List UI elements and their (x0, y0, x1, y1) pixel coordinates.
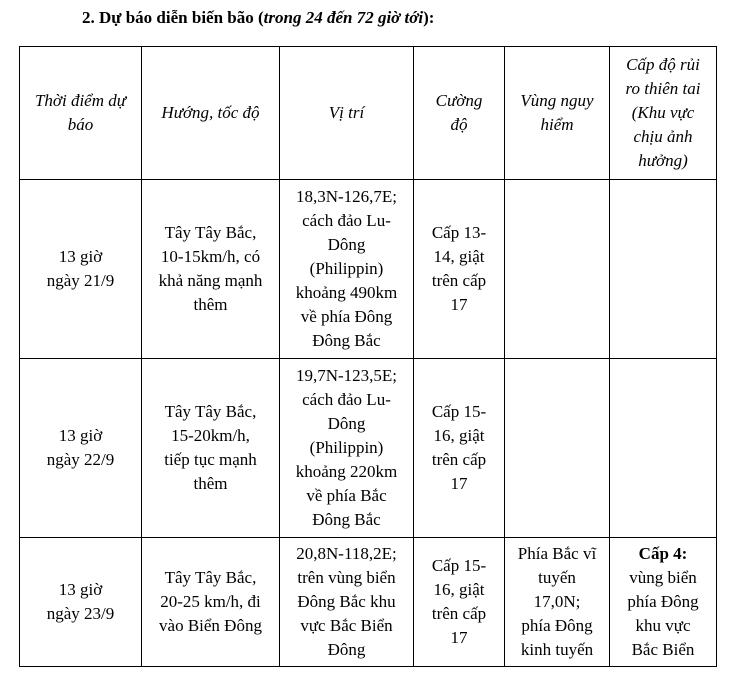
cell-intensity-line: 17 (450, 628, 468, 647)
cell-direction-speed-line: 15-20km/h, (171, 426, 250, 445)
cell-risk-level-line: khu vực (635, 616, 691, 635)
cell-intensity-line: 16, giật (433, 426, 485, 445)
cell-position-line: về phía Bắc (306, 486, 387, 505)
cell-position-line: 18,3N-126,7E; (295, 187, 398, 206)
header-danger-zone-line: Vùng nguy (520, 91, 594, 110)
cell-direction-speed (142, 180, 280, 359)
cell-time (20, 180, 142, 359)
header-time-line: báo (67, 115, 94, 134)
risk-level-label: Cấp 4: (638, 544, 688, 563)
cell-danger-zone-line: Phía Bắc vĩ (517, 544, 597, 563)
cell-time (20, 359, 142, 538)
cell-position-line: (Philippin) (309, 259, 384, 278)
header-risk-level-line: Cấp độ rủi (626, 55, 700, 74)
cell-intensity-line: Cấp 13- (431, 223, 487, 242)
cell-intensity-line: trên cấp (431, 271, 487, 290)
cell-position-line: trên vùng biển (297, 568, 396, 587)
cell-danger-zone (505, 538, 610, 667)
cell-direction-speed (142, 538, 280, 667)
cell-position (280, 359, 414, 538)
cell-time-line: ngày 21/9 (46, 271, 115, 290)
cell-direction-speed-line: Tây Tây Bắc, (164, 402, 257, 421)
cell-risk-level (610, 538, 717, 667)
cell-risk-level (610, 180, 717, 359)
header-time-line: Thời điểm dự (34, 91, 127, 110)
storm-forecast-table (19, 46, 717, 667)
cell-position (280, 538, 414, 667)
cell-intensity (414, 538, 505, 667)
cell-direction-speed-line: khả năng mạnh (158, 271, 263, 290)
cell-position-line: cách đảo Lu- (302, 211, 391, 230)
cell-intensity-line: Cấp 15- (431, 402, 487, 421)
cell-intensity-line: Cấp 15- (431, 556, 487, 575)
cell-risk-level (610, 359, 717, 538)
header-danger-zone-line: hiểm (540, 115, 574, 134)
cell-position-line: Đông Bắc khu (297, 592, 396, 611)
cell-danger-zone-line: kinh tuyến (520, 640, 594, 659)
header-intensity (414, 47, 505, 180)
header-time (20, 47, 142, 180)
cell-intensity-line: trên cấp (431, 604, 487, 623)
cell-danger-zone (505, 180, 610, 359)
heading-italic: trong 24 đến 72 giờ tới (263, 8, 424, 27)
cell-position-line: vực Bắc Biển (300, 616, 393, 635)
cell-position-line: cách đảo Lu- (302, 390, 391, 409)
cell-intensity (414, 180, 505, 359)
cell-position-line: (Philippin) (309, 438, 384, 457)
cell-time (20, 538, 142, 667)
cell-direction-speed-line: 10-15km/h, có (160, 247, 261, 266)
cell-position-line: khoảng 490km (295, 283, 398, 302)
header-risk-level-line: chịu ảnh (633, 127, 693, 146)
cell-direction-speed (142, 359, 280, 538)
cell-position-line: Đông (327, 640, 366, 659)
header-risk-level (610, 47, 717, 180)
cell-position-line: Đông Bắc (312, 331, 381, 350)
header-position-line: Vị trí (328, 103, 365, 122)
cell-time-line: ngày 22/9 (46, 450, 115, 469)
cell-position-line: Dông (327, 414, 366, 433)
cell-direction-speed-line: thêm (193, 474, 228, 493)
cell-direction-speed-line: 20-25 km/h, đi (160, 592, 261, 611)
section-heading (82, 8, 434, 28)
table-body (20, 180, 717, 667)
cell-intensity-line: 17 (450, 295, 468, 314)
cell-position-line: về phía Đông (300, 307, 393, 326)
cell-direction-speed-line: tiếp tục mạnh (164, 450, 257, 469)
header-risk-level-line: ro thiên tai (625, 79, 701, 98)
header-intensity-line: Cường (435, 91, 483, 110)
header-intensity-line: độ (450, 115, 468, 134)
header-direction-speed-line: Hướng, tốc độ (161, 103, 260, 122)
cell-direction-speed-line: thêm (193, 295, 228, 314)
heading-suffix: ): (423, 8, 435, 27)
cell-direction-speed-line: vào Biển Đông (159, 616, 262, 635)
cell-intensity-line: trên cấp (431, 450, 487, 469)
header-risk-level-line: hưởng) (638, 151, 688, 170)
heading-prefix: 2. Dự báo diễn biến bão ( (82, 8, 264, 27)
header-position (280, 47, 414, 180)
cell-danger-zone-line: 17,0N; (533, 592, 581, 611)
header-danger-zone (505, 47, 610, 180)
cell-danger-zone-line: phía Đông (521, 616, 593, 635)
cell-danger-zone (505, 359, 610, 538)
cell-danger-zone-line: tuyến (538, 568, 576, 587)
cell-intensity (414, 359, 505, 538)
cell-position-line: Đông Bắc (312, 510, 381, 529)
cell-time-line: ngày 23/9 (46, 604, 115, 623)
cell-position (280, 180, 414, 359)
header-direction-speed (142, 47, 280, 180)
cell-position-line: 19,7N-123,5E; (295, 366, 398, 385)
table-row (20, 359, 717, 538)
cell-time-line: 13 giờ (58, 426, 103, 445)
cell-intensity-line: 17 (450, 474, 468, 493)
cell-time-line: 13 giờ (58, 580, 103, 599)
table-header-row (20, 47, 717, 180)
cell-direction-speed-line: Tây Tây Bắc, (164, 223, 257, 242)
table-row (20, 538, 717, 667)
cell-time-line: 13 giờ (58, 247, 103, 266)
cell-position-line: khoảng 220km (295, 462, 398, 481)
cell-direction-speed-line: Tây Tây Bắc, (164, 568, 257, 587)
cell-intensity-line: 16, giật (433, 580, 485, 599)
cell-position-line: 20,8N-118,2E; (296, 544, 397, 563)
cell-risk-level-line: vùng biển (629, 568, 697, 587)
header-risk-level-line: (Khu vực (631, 103, 695, 122)
cell-risk-level-line: Bắc Biển (631, 640, 695, 659)
cell-position-line: Dông (327, 235, 366, 254)
cell-intensity-line: 14, giật (433, 247, 485, 266)
table-row (20, 180, 717, 359)
cell-risk-level-line: phía Đông (627, 592, 699, 611)
